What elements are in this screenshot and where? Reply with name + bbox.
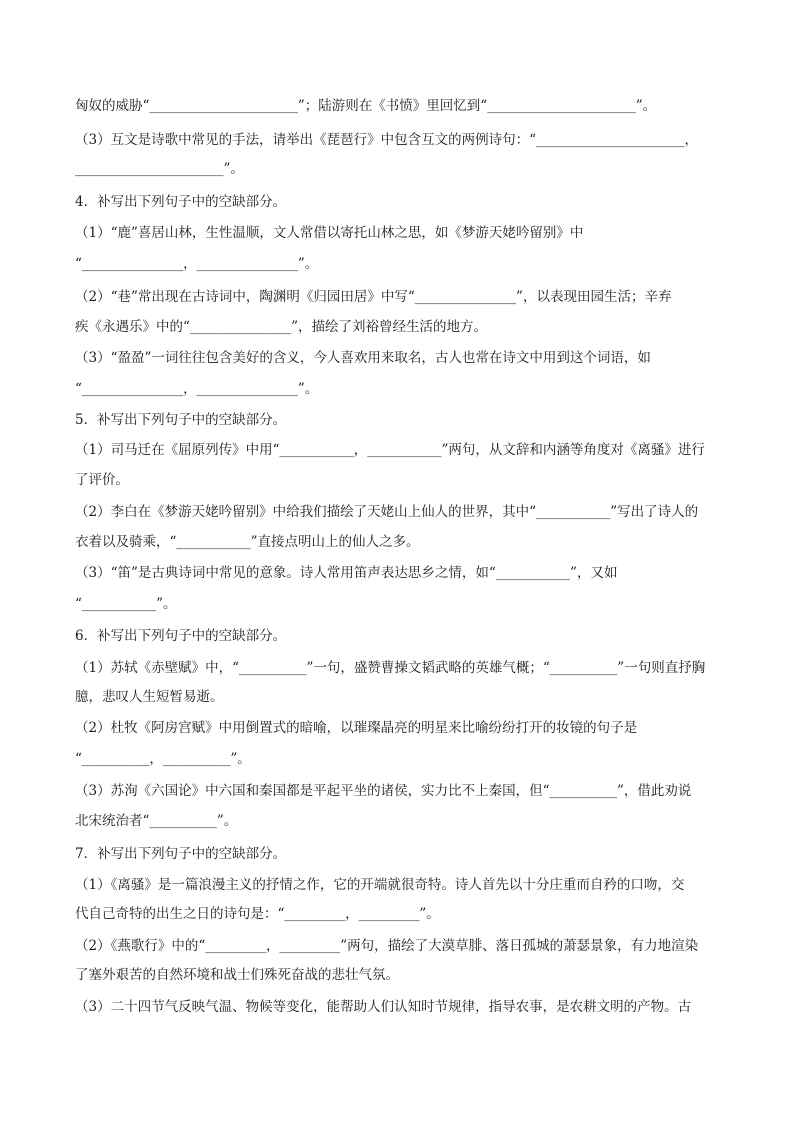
text-line: （2）李白在《梦游天姥吟留别》中给我们描绘了天姥山上仙人的世界，其中“___________”写出了诗人的	[75, 504, 699, 520]
question-heading: 4．补写出下列句子中的空缺部分。	[75, 194, 287, 210]
question-heading: 5．补写出下列句子中的空缺部分。	[75, 412, 287, 428]
text-line: 匈奴的威胁“______________________”；陆游则在《书愤》里回忆到“______________________”。	[75, 98, 657, 114]
text-line: （2）杜牧《阿房宫赋》中用倒置式的暗喻，以璀璨晶亮的明星来比喻纷纷打开的妆镜的句子是	[75, 720, 638, 736]
text-line: ______________________”。	[75, 161, 244, 177]
text-line: （2）《燕歌行》中的“_________，_________”两句，描绘了大漠草腓、落日孤城的萧瑟景象，有力地渲染	[75, 938, 699, 954]
text-line: （1）《离骚》是一篇浪漫主义的抒情之作，它的开端就很奇特。诗人首先以十分庄重而自矜的口吻，交	[75, 877, 685, 893]
text-line: “_______________，_______________”。	[75, 256, 319, 272]
text-line: 衣着以及骑乘，“___________”直接点明山上的仙人之多。	[75, 534, 420, 550]
text-line: （1）司马迁在《屈原列传》中用“___________，___________”两句，从文辞和内涵等角度对《离骚》进行	[75, 442, 705, 458]
text-line: （2）“巷”常出现在古诗词中，陶渊明《归园田居》中写“_______________”，以表现田园生活；辛弃	[75, 289, 672, 305]
text-line: “_______________，_______________”。	[75, 381, 319, 397]
text-line: （3）苏洵《六国论》中六国和秦国都是平起平坐的诸侯，实力比不上秦国，但“__________”，借此劝说	[75, 783, 692, 799]
text-line: 臆，悲叹人生短暂易逝。	[75, 689, 224, 705]
text-line: “__________，__________”。	[75, 751, 251, 767]
text-line: 疾《永遇乐》中的“_______________”，描绘了刘裕曾经生活的地方。	[75, 319, 488, 335]
text-line: 了评价。	[75, 472, 129, 488]
text-line: （3）互文是诗歌中常见的手法，请举出《琵琶行》中包含互文的两例诗句：“______________________，	[75, 132, 698, 148]
text-line: （3）“盈盈”一词往往包含美好的含义，今人喜欢用来取名，古人也常在诗文中用到这个词语，如	[75, 350, 651, 366]
text-line: 北宋统治者“__________”。	[75, 813, 238, 829]
text-line: 了塞外艰苦的自然环境和战士们殊死奋战的悲壮气氛。	[75, 967, 399, 983]
text-line: （1）“鹿”喜居山林，生性温顺，文人常借以寄托山林之思，如《梦游天姥吟留别》中	[75, 225, 584, 241]
text-line: （1）苏轼《赤壁赋》中，“__________”一句，盛赞曹操文韬武略的英雄气概；“__________”一句则直抒胸	[75, 660, 706, 676]
text-line: （3）“笛”是古典诗词中常见的意象。诗人常用笛声表达思乡之情，如“___________”，又如	[75, 565, 618, 581]
text-line: “___________”。	[75, 596, 177, 612]
text-line: （3）二十四节气反映气温、物候等变化，能帮助人们认知时节规律，指导农事，是农耕文明的产物。古	[75, 999, 692, 1015]
question-heading: 7．补写出下列句子中的空缺部分。	[75, 846, 287, 862]
text-line: 代自己奇特的出生之日的诗句是：“_________，_________”。	[75, 906, 440, 922]
question-heading: 6．补写出下列句子中的空缺部分。	[75, 628, 287, 644]
